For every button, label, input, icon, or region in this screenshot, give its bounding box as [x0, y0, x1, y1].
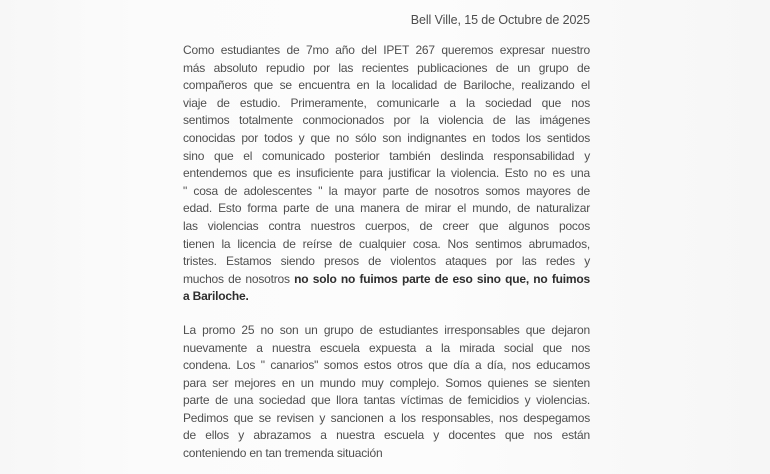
letter-paragraph: [183, 42, 590, 306]
letter-line: [183, 77, 590, 95]
letter-text: para ser mejores en un mundo muy complejo. Somos quienes se sienten: [183, 375, 590, 390]
letter-line: [183, 322, 590, 340]
letter-line: [183, 340, 590, 358]
letter-line: [183, 271, 590, 289]
letter-text: conteniendo en tan tremenda situación: [183, 446, 383, 461]
letter-line: [183, 130, 590, 148]
letter-text: tienen la licencia de reírse de cualquier cosa. Nos sentimos abrumados,: [183, 236, 590, 251]
letter-text: entendemos que es insuficiente para justificar la violencia. Esto no es una: [183, 166, 590, 181]
letter-text: más absoluto repudio por las recientes publicaciones de un grupo de: [183, 60, 590, 75]
letter-body: [183, 42, 590, 463]
letter-paragraph: [183, 322, 590, 463]
letter-line: [183, 357, 590, 375]
letter-line: [183, 218, 590, 236]
letter-text: compañeros que se encuentra en la localidad de Bariloche, realizando el: [183, 78, 590, 93]
letter-line: [183, 288, 590, 306]
letter-text: viaje de estudio. Primeramente, comunicarle a la sociedad que nos: [183, 95, 590, 110]
letter-line: [183, 253, 590, 271]
letter-line: [183, 148, 590, 166]
letter-line: [183, 42, 590, 60]
letter-text: conocidas por todos y que no sólo son indignantes en todos los sentidos: [183, 130, 590, 145]
letter-dateline: Bell Ville, 15 de Octubre de 2025: [410, 13, 590, 27]
letter-line: [183, 60, 590, 78]
letter-text: La promo 25 no son un grupo de estudiantes irresponsables que dejaron: [183, 322, 590, 337]
letter-line: [183, 427, 590, 445]
letter-text-bold: a Bariloche.: [183, 289, 249, 304]
letter-page: [183, 12, 590, 463]
letter-line: [183, 95, 590, 113]
letter-text: parte de una sociedad que llora tantas víctimas de femicidios y violencias.: [183, 393, 590, 408]
letter-line: [183, 392, 590, 410]
letter-text: nuevamente a nuestra escuela expuesta a la mirada social que nos: [183, 340, 590, 355]
letter-line: [183, 410, 590, 428]
letter-line: [183, 236, 590, 254]
letter-text: de ellos y abrazamos a nuestra escuela y docentes que nos están: [183, 428, 590, 443]
letter-text: " cosa de adolescentes " la mayor parte de nosotros somos mayores de: [183, 183, 590, 198]
letter-line: [183, 375, 590, 393]
letter-text: Como estudiantes de 7mo año del IPET 267 queremos expresar nuestro: [183, 43, 590, 57]
letter-text-bold: no solo no fuimos parte de eso sino que, no fuimos: [294, 271, 591, 286]
letter-text: muchos de nosotros: [183, 271, 295, 286]
letter-text: sino que el comunicado posterior también deslinda responsabilidad y: [183, 148, 590, 163]
letter-text: las violencias contra nuestros cuerpos, de creer que algunos pocos: [183, 218, 590, 233]
letter-line: [183, 112, 590, 130]
letter-line: [183, 200, 590, 218]
letter-text: tristes. Estamos siendo presos de violentos ataques por las redes y: [183, 254, 590, 269]
letter-text: Pedimos que se revisen y sancionen a los responsables, nos despegamos: [183, 410, 590, 425]
letter-line: [183, 165, 590, 183]
letter-text: edad. Esto forma parte de una manera de mirar el mundo, de naturalizar: [183, 201, 590, 216]
letter-line: [183, 183, 590, 201]
letter-text: sentimos totalmente conmocionados por la violencia de las imágenes: [183, 113, 590, 128]
letter-line: [183, 445, 590, 463]
letter-text: condena. Los " canarios" somos estos otros que día a día, nos educamos: [183, 358, 590, 373]
